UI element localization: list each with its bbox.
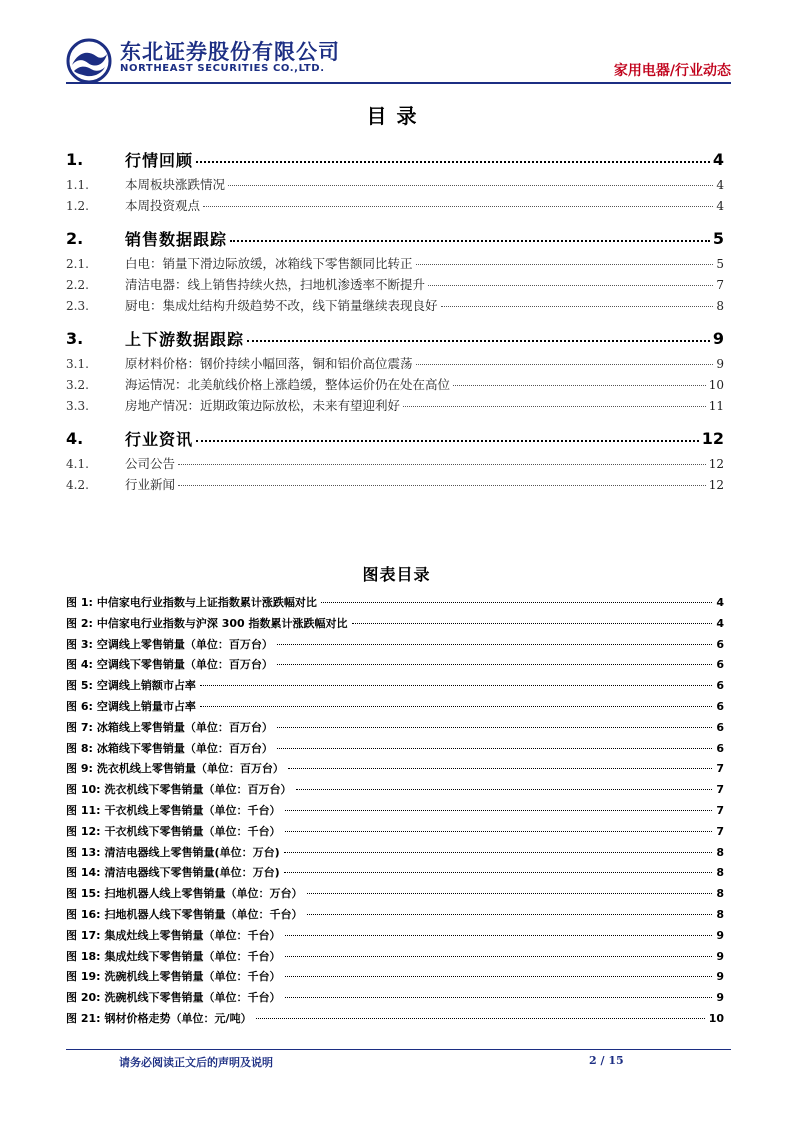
toc-entry-page: 4: [716, 199, 724, 213]
figure-leader-dots: [288, 768, 712, 769]
toc-leader-dots: [453, 385, 706, 386]
figure-title: 空调线上零售销量（单位：百万台）: [96, 637, 273, 651]
toc-entry-title: 本周投资观点: [125, 198, 201, 213]
toc-leader-dots: [196, 440, 699, 442]
figure-title: 洗碗机线下零售销量（单位：千台）: [104, 991, 281, 1005]
figure-entry[interactable]: [66, 823, 724, 844]
figure-page: 6: [716, 720, 724, 734]
toc-leader-dots: [416, 364, 714, 365]
figure-number: 图 5:: [66, 679, 93, 693]
figure-number: 图 20:: [66, 991, 101, 1005]
figure-page: 6: [716, 637, 724, 651]
footer-divider: [66, 1049, 731, 1050]
toc-title: 目录: [366, 104, 427, 128]
figure-leader-dots: [277, 748, 712, 749]
toc-entry-title: 行情回顾: [125, 151, 194, 170]
toc-entry-number: 4.1.: [66, 457, 89, 471]
figure-entry[interactable]: [66, 636, 724, 657]
figure-number: 图 1:: [66, 596, 93, 609]
toc-entry-number: 4.: [66, 429, 84, 448]
toc-entry-title: 上下游数据跟踪: [125, 330, 245, 349]
figure-title: 冰箱线上零售销量（单位：百万台）: [96, 720, 273, 734]
figure-leader-dots: [307, 914, 713, 915]
toc-section-entry[interactable]: [66, 323, 724, 354]
toc-entry-number: 3.3.: [66, 399, 89, 413]
toc-entry-page: 9: [712, 329, 724, 348]
figure-leader-dots: [285, 956, 713, 957]
figure-number: 图 21:: [66, 1011, 101, 1025]
report-category: 家用电器/行业动态: [613, 63, 731, 79]
figure-number: 图 9:: [66, 762, 93, 776]
figure-title: 空调线下零售销量（单位：百万台）: [96, 658, 273, 672]
figure-page: 8: [716, 907, 724, 921]
toc-entry-title: 本周板块涨跌情况: [125, 177, 226, 192]
figure-leader-dots: [352, 623, 713, 624]
company-name-en: NORTHEAST SECURITIES CO.,LTD.: [120, 63, 325, 74]
toc-leader-dots: [247, 340, 710, 342]
toc-subsection-entry[interactable]: [66, 196, 724, 217]
toc-entry-number: 1.1.: [66, 178, 89, 192]
figure-leader-dots: [285, 935, 713, 936]
figure-entry[interactable]: [66, 719, 724, 740]
figure-leader-dots: [277, 727, 712, 728]
toc-subsection-entry[interactable]: [66, 275, 724, 296]
figure-number: 图 6:: [66, 699, 93, 713]
company-logo: [66, 38, 112, 84]
figure-leader-dots: [307, 893, 713, 894]
toc-entry-number: 2.1.: [66, 257, 89, 271]
toc-entry-title: 公司公告: [125, 456, 176, 471]
figure-page: 7: [716, 824, 724, 838]
figure-entry[interactable]: [66, 740, 724, 761]
toc-entry-number: 3.: [66, 329, 84, 348]
toc-entry-page: 8: [716, 299, 724, 313]
figure-page: 6: [716, 699, 724, 713]
toc-entry-title: 房地产情况：近期政策边际放松，未来有望迎利好: [125, 398, 401, 413]
toc-entry-title: 厨电：集成灶结构升级趋势不改，线下销量继续表现良好: [125, 298, 438, 313]
page-indicator: 2 / 15: [589, 1054, 624, 1067]
toc-entry-number: 2.3.: [66, 299, 89, 313]
figure-page: 7: [716, 783, 724, 797]
figure-leader-dots: [256, 1018, 705, 1019]
figure-number: 图 18:: [66, 949, 101, 963]
figure-title: 中信家电行业指数与沪深 300 指数累计涨跌幅对比: [96, 616, 348, 630]
toc-subsection-entry[interactable]: [66, 375, 724, 396]
figure-number: 图 3:: [66, 637, 93, 651]
figure-entry[interactable]: [66, 906, 724, 927]
figure-leader-dots: [200, 706, 712, 707]
figure-entry[interactable]: [66, 989, 724, 1010]
figure-list-title: 图表目录: [362, 565, 431, 584]
figure-entry[interactable]: [66, 968, 724, 989]
figure-page: 6: [716, 658, 724, 672]
figure-number: 图 12:: [66, 824, 101, 838]
toc-leader-dots: [196, 161, 710, 163]
figure-entry[interactable]: [66, 698, 724, 719]
toc-entry-number: 2.2.: [66, 278, 89, 292]
toc-entry-page: 10: [708, 378, 724, 392]
toc-section-entry[interactable]: [66, 223, 724, 254]
toc-leader-dots: [428, 285, 713, 286]
toc-leader-dots: [230, 240, 710, 242]
figure-number: 图 11:: [66, 803, 101, 817]
toc-entry-page: 5: [716, 257, 724, 271]
figure-number: 图 2:: [66, 616, 93, 630]
toc-entry-number: 4.2.: [66, 478, 89, 492]
figure-page: 7: [716, 803, 724, 817]
figure-title: 清洁电器线上零售销量(单位：万台): [104, 845, 280, 859]
figure-page: 4: [716, 616, 724, 630]
figure-page: 9: [716, 991, 724, 1005]
toc-entry-title: 销售数据跟踪: [125, 230, 228, 249]
figure-number: 图 10:: [66, 783, 101, 797]
toc-subsection-entry[interactable]: [66, 454, 724, 475]
toc-entry-number: 1.: [66, 150, 84, 169]
figure-leader-dots: [284, 852, 713, 853]
toc-subsection-entry[interactable]: [66, 396, 724, 417]
figure-page: 8: [716, 866, 724, 880]
figure-leader-dots: [296, 789, 713, 790]
toc-entry-page: 12: [708, 478, 724, 492]
toc-leader-dots: [203, 206, 713, 207]
figure-title: 钢材价格走势（单位：元/吨）: [104, 1011, 252, 1025]
toc-entry-title: 行业资讯: [125, 430, 194, 449]
figure-number: 图 8:: [66, 741, 93, 755]
toc-entry-number: 1.2.: [66, 199, 89, 213]
figure-title: 中信家电行业指数与上证指数累计涨跌幅对比: [96, 596, 317, 609]
toc-entry-number: 3.1.: [66, 357, 89, 371]
toc-entry-title: 行业新闻: [125, 477, 176, 492]
figure-entry[interactable]: [66, 781, 724, 802]
toc-entry-page: 12: [708, 457, 724, 471]
table-of-contents: [66, 144, 724, 496]
figure-leader-dots: [285, 997, 713, 998]
figure-page: 4: [716, 596, 724, 609]
figure-title: 洗碗机线上零售销量（单位：千台）: [104, 970, 281, 984]
figure-number: 图 13:: [66, 845, 101, 859]
figure-entry[interactable]: [66, 760, 724, 781]
figure-title: 清洁电器线下零售销量(单位：万台): [104, 866, 280, 880]
toc-leader-dots: [178, 464, 706, 465]
figure-entry[interactable]: [66, 802, 724, 823]
figure-number: 图 16:: [66, 907, 101, 921]
figure-page: 6: [716, 741, 724, 755]
toc-subsection-entry[interactable]: [66, 296, 724, 317]
figure-title: 洗衣机线上零售销量（单位：百万台）: [96, 762, 284, 776]
figure-title: 空调线上销量市占率: [96, 699, 196, 713]
toc-leader-dots: [416, 264, 714, 265]
figure-entry[interactable]: [66, 594, 724, 615]
toc-leader-dots: [441, 306, 714, 307]
figure-title: 扫地机器人线下零售销量（单位：千台）: [104, 907, 303, 921]
figure-page: 6: [716, 679, 724, 693]
figure-leader-dots: [321, 602, 712, 603]
figure-page: 8: [716, 887, 724, 901]
toc-entry-title: 白电：销量下滑边际放缓，冰箱线下零售额同比转正: [125, 256, 413, 271]
toc-entry-page: 4: [716, 178, 724, 192]
figure-title: 集成灶线上零售销量（单位：千台）: [104, 928, 281, 942]
toc-leader-dots: [178, 485, 706, 486]
figure-number: 图 19:: [66, 970, 101, 984]
figure-entry[interactable]: [66, 656, 724, 677]
toc-section-entry[interactable]: [66, 144, 724, 175]
toc-entry-page: 5: [712, 229, 724, 248]
figure-entry[interactable]: [66, 864, 724, 885]
header-divider: [66, 82, 731, 84]
toc-leader-dots: [403, 406, 706, 407]
figure-number: 图 15:: [66, 887, 101, 901]
toc-subsection-entry[interactable]: [66, 254, 724, 275]
toc-entry-page: 11: [708, 399, 724, 413]
figure-list: [66, 594, 724, 1031]
figure-page: 10: [708, 1011, 724, 1025]
figure-entry[interactable]: [66, 927, 724, 948]
figure-title: 洗衣机线下零售销量（单位：百万台）: [104, 783, 292, 797]
toc-entry-title: 原材料价格：钢价持续小幅回落，铜和铝价高位震荡: [125, 356, 413, 371]
figure-page: 7: [716, 762, 724, 776]
figure-leader-dots: [277, 664, 712, 665]
figure-entry[interactable]: [66, 677, 724, 698]
figure-leader-dots: [277, 644, 712, 645]
toc-entry-title: 清洁电器：线上销售持续火热，扫地机渗透率不断提升: [125, 277, 426, 292]
figure-entry[interactable]: [66, 948, 724, 969]
figure-leader-dots: [285, 976, 713, 977]
toc-entry-page: 12: [701, 429, 724, 448]
figure-leader-dots: [285, 831, 713, 832]
figure-entry[interactable]: [66, 615, 724, 636]
figure-title: 扫地机器人线上零售销量（单位：万台）: [104, 887, 303, 901]
figure-leader-dots: [284, 872, 713, 873]
toc-entry-page: 7: [716, 278, 724, 292]
figure-entry[interactable]: [66, 885, 724, 906]
figure-page: 9: [716, 928, 724, 942]
figure-entry[interactable]: [66, 1010, 724, 1031]
figure-page: 9: [716, 970, 724, 984]
figure-number: 图 7:: [66, 720, 93, 734]
figure-entry[interactable]: [66, 844, 724, 865]
toc-subsection-entry[interactable]: [66, 475, 724, 496]
toc-subsection-entry[interactable]: [66, 175, 724, 196]
figure-title: 干衣机线上零售销量（单位：千台）: [104, 803, 281, 817]
footer-disclaimer: 请务必阅读正文后的声明及说明: [119, 1056, 273, 1069]
figure-number: 图 4:: [66, 658, 93, 672]
toc-entry-number: 3.2.: [66, 378, 89, 392]
toc-leader-dots: [228, 185, 713, 186]
figure-number: 图 17:: [66, 928, 101, 942]
toc-entry-number: 2.: [66, 229, 84, 248]
company-name-cn: 东北证券股份有限公司: [120, 40, 340, 64]
figure-title: 冰箱线下零售销量（单位：百万台）: [96, 741, 273, 755]
figure-number: 图 14:: [66, 866, 101, 880]
figure-leader-dots: [200, 685, 712, 686]
figure-title: 空调线上销额市占率: [96, 679, 196, 693]
figure-page: 8: [716, 845, 724, 859]
figure-title: 集成灶线下零售销量（单位：千台）: [104, 949, 281, 963]
toc-entry-page: 4: [712, 150, 724, 169]
toc-subsection-entry[interactable]: [66, 354, 724, 375]
figure-leader-dots: [285, 810, 713, 811]
toc-entry-page: 9: [716, 357, 724, 371]
toc-entry-title: 海运情况：北美航线价格上涨趋缓，整体运价仍在处在高位: [125, 377, 451, 392]
figure-title: 干衣机线下零售销量（单位：千台）: [104, 824, 281, 838]
toc-section-entry[interactable]: [66, 423, 724, 454]
figure-page: 9: [716, 949, 724, 963]
